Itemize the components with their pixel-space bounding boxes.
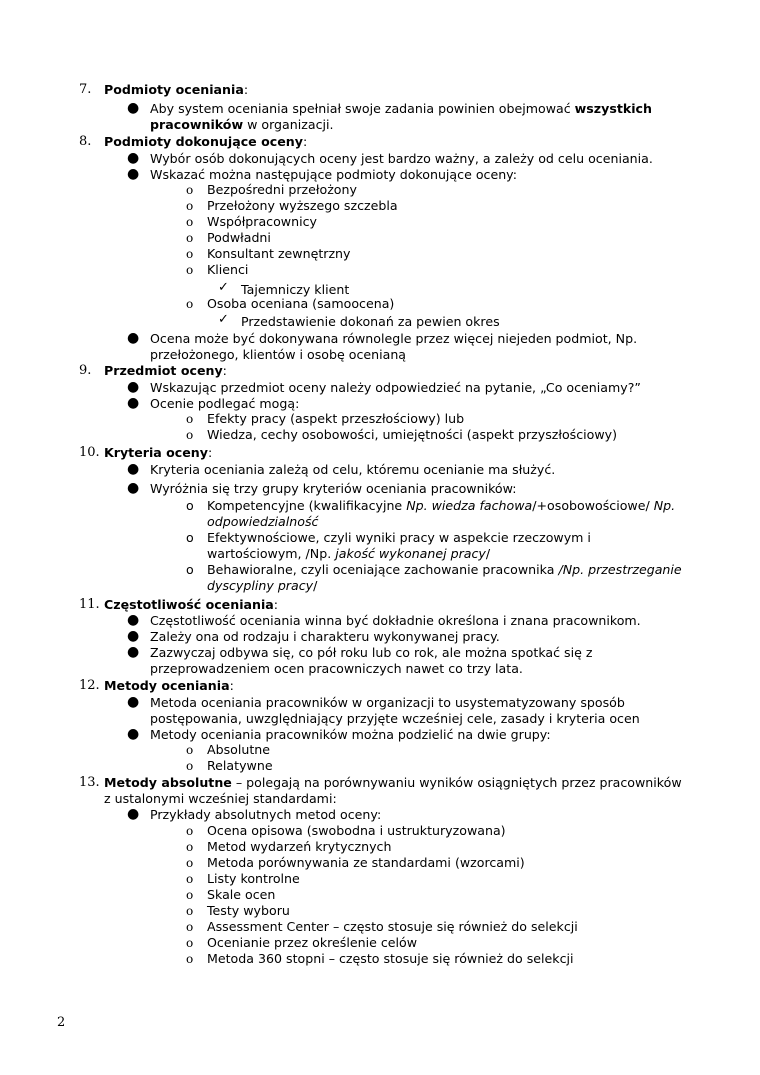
s11-bullet-3-line-2: przeprowadzeniem ocen pracowniczych nawet co trzy lata. xyxy=(150,661,523,676)
bullet-icon: ● xyxy=(127,330,140,346)
s10-bullet-2: Wyróżnia się trzy grupy kryteriów oceniania pracowników: xyxy=(150,481,517,496)
section-12-heading: Metody oceniania: xyxy=(104,678,234,693)
circle-bullet-icon: o xyxy=(186,840,194,854)
s8-check-item: Tajemniczy klient xyxy=(241,282,350,297)
s11-bullet-2: Zależy ona od rodzaju i charakteru wykonywanej pracy. xyxy=(150,629,500,644)
s12-sub-item: Relatywne xyxy=(207,758,273,773)
section-8-number: 8. xyxy=(79,134,92,149)
s11-bullet-1: Częstotliwość oceniania winna być dokładnie określona i znana pracownikom. xyxy=(150,613,641,628)
check-icon: ✓ xyxy=(218,280,229,295)
check-icon: ✓ xyxy=(218,312,229,327)
circle-bullet-icon: o xyxy=(186,904,194,918)
s9-bullet-1: Wskazując przedmiot oceny należy odpowiedzieć na pytanie, „Co oceniamy?” xyxy=(150,380,641,395)
section-11-heading: Częstotliwość oceniania: xyxy=(104,597,279,612)
s10-bullet-1: Kryteria oceniania zależą od celu, któremu ocenianie ma służyć. xyxy=(150,462,556,477)
circle-bullet-icon: o xyxy=(186,824,194,838)
circle-bullet-icon: o xyxy=(186,952,194,966)
bullet-icon: ● xyxy=(127,726,140,742)
circle-bullet-icon: o xyxy=(186,856,194,870)
bullet-icon: ● xyxy=(127,694,140,710)
section-13-text-line-2: z ustalonymi wcześniej standardami: xyxy=(104,791,337,806)
s9-sub-item: Wiedza, cechy osobowości, umiejętności (aspekt przyszłościowy) xyxy=(207,427,618,442)
s8-sub-item: Współpracownicy xyxy=(207,214,317,229)
bullet-icon: ● xyxy=(127,395,140,411)
s13-method-item: Metoda porównywania ze standardami (wzorcami) xyxy=(207,855,525,870)
s10-criteria-2-line-2: wartościowym, /Np. jakość wykonanej pracy/ xyxy=(207,546,491,561)
circle-bullet-icon: o xyxy=(186,247,194,261)
section-10-number: 10. xyxy=(79,445,100,460)
bullet-icon: ● xyxy=(127,461,140,477)
section-8-heading: Podmioty dokonujące oceny: xyxy=(104,134,308,149)
circle-bullet-icon: o xyxy=(186,530,194,545)
circle-bullet-icon: o xyxy=(186,215,194,229)
section-13-heading: Metody absolutne – polegają na porównywaniu wyników osiągniętych przez pracowników xyxy=(104,775,682,790)
s9-bullet-2: Ocenie podlegać mogą: xyxy=(150,396,300,411)
s8-bullet-3-line-2: przełożonego, klientów i osobę ocenianą xyxy=(150,347,407,362)
s7-bullet-1-line-2: pracowników w organizacji. xyxy=(150,117,334,132)
s10-criteria-1-line-1: Kompetencyjne (kwalifikacyjne Np. wiedza fachowa/+osobowościowe/ Np. xyxy=(207,498,676,513)
circle-bullet-icon: o xyxy=(186,231,194,245)
s8-sub-item: Osoba oceniana (samoocena) xyxy=(207,296,395,311)
section-12-number: 12. xyxy=(79,678,100,693)
bullet-icon: ● xyxy=(127,166,140,182)
s13-method-item: Metoda 360 stopni – często stosuje się również do selekcji xyxy=(207,951,574,966)
s8-bullet-2: Wskazać można następujące podmioty dokonujące oceny: xyxy=(150,167,517,182)
circle-bullet-icon: o xyxy=(186,562,194,577)
bullet-icon: ● xyxy=(127,628,140,644)
circle-bullet-icon: o xyxy=(186,888,194,902)
section-7-heading: Podmioty oceniania: xyxy=(104,82,249,97)
bullet-icon: ● xyxy=(127,100,140,116)
s13-method-item: Metod wydarzeń krytycznych xyxy=(207,839,392,854)
bullet-icon: ● xyxy=(127,150,140,166)
bullet-icon: ● xyxy=(127,612,140,628)
s8-check-item: Przedstawienie dokonań za pewien okres xyxy=(241,314,500,329)
s8-bullet-1: Wybór osób dokonujących oceny jest bardzo ważny, a zależy od celu oceniania. xyxy=(150,151,653,166)
circle-bullet-icon: o xyxy=(186,428,194,442)
s13-method-item: Assessment Center – często stosuje się również do selekcji xyxy=(207,919,578,934)
circle-bullet-icon: o xyxy=(186,263,194,277)
s10-criteria-3-line-1: Behawioralne, czyli oceniające zachowanie pracownika /Np. przestrzeganie xyxy=(207,562,682,577)
circle-bullet-icon: o xyxy=(186,297,194,311)
s8-sub-item: Konsultant zewnętrzny xyxy=(207,246,351,261)
s13-method-item: Ocena opisowa (swobodna i ustrukturyzowana) xyxy=(207,823,506,838)
s7-bullet-1-line-1: Aby system oceniania spełniał swoje zadania powinien obejmować wszystkich xyxy=(150,101,652,116)
circle-bullet-icon: o xyxy=(186,759,194,773)
bullet-icon: ● xyxy=(127,806,140,822)
bullet-icon: ● xyxy=(127,480,140,496)
s12-bullet-1-line-1: Metoda oceniania pracowników w organizacji to usystematyzowany sposób xyxy=(150,695,625,710)
s10-criteria-2-line-1: Efektywnościowe, czyli wyniki pracy w aspekcie rzeczowym i xyxy=(207,530,591,545)
s11-bullet-3-line-1: Zazwyczaj odbywa się, co pół roku lub co rok, ale można spotkać się z xyxy=(150,645,593,660)
s8-sub-item: Bezpośredni przełożony xyxy=(207,182,357,197)
page-number: 2 xyxy=(57,1015,66,1030)
circle-bullet-icon: o xyxy=(186,872,194,886)
s12-bullet-2: Metody oceniania pracowników można podzielić na dwie grupy: xyxy=(150,727,551,742)
s10-criteria-1-line-2: odpowiedzialność xyxy=(207,514,319,529)
section-10-heading: Kryteria oceny: xyxy=(104,445,213,460)
section-11-number: 11. xyxy=(79,597,100,612)
s8-bullet-3-line-1: Ocena może być dokonywana równolegle przez więcej niejeden podmiot, Np. xyxy=(150,331,638,346)
circle-bullet-icon: o xyxy=(186,936,194,950)
s8-sub-item: Klienci xyxy=(207,262,249,277)
section-9-heading: Przedmiot oceny: xyxy=(104,363,227,378)
s12-bullet-1-line-2: postępowania, uwzględniający przyjęte wcześniej cele, zasady i kryteria ocen xyxy=(150,711,640,726)
bullet-icon: ● xyxy=(127,644,140,660)
bullet-icon: ● xyxy=(127,379,140,395)
circle-bullet-icon: o xyxy=(186,412,194,426)
circle-bullet-icon: o xyxy=(186,199,194,213)
circle-bullet-icon: o xyxy=(186,183,194,197)
circle-bullet-icon: o xyxy=(186,920,194,934)
s8-sub-item: Przełożony wyższego szczebla xyxy=(207,198,398,213)
s13-method-item: Skale ocen xyxy=(207,887,276,902)
circle-bullet-icon: o xyxy=(186,743,194,757)
s9-sub-item: Efekty pracy (aspekt przeszłościowy) lub xyxy=(207,411,465,426)
section-9-number: 9. xyxy=(79,363,92,378)
s13-bullet-1: Przykłady absolutnych metod oceny: xyxy=(150,807,382,822)
s13-method-item: Ocenianie przez określenie celów xyxy=(207,935,418,950)
section-7-number: 7. xyxy=(79,82,92,97)
s13-method-item: Listy kontrolne xyxy=(207,871,300,886)
s10-criteria-3-line-2: dyscypliny pracy/ xyxy=(207,578,318,593)
s13-method-item: Testy wyboru xyxy=(207,903,290,918)
s8-sub-item: Podwładni xyxy=(207,230,271,245)
s12-sub-item: Absolutne xyxy=(207,742,271,757)
section-13-number: 13. xyxy=(79,775,100,790)
circle-bullet-icon: o xyxy=(186,498,194,513)
